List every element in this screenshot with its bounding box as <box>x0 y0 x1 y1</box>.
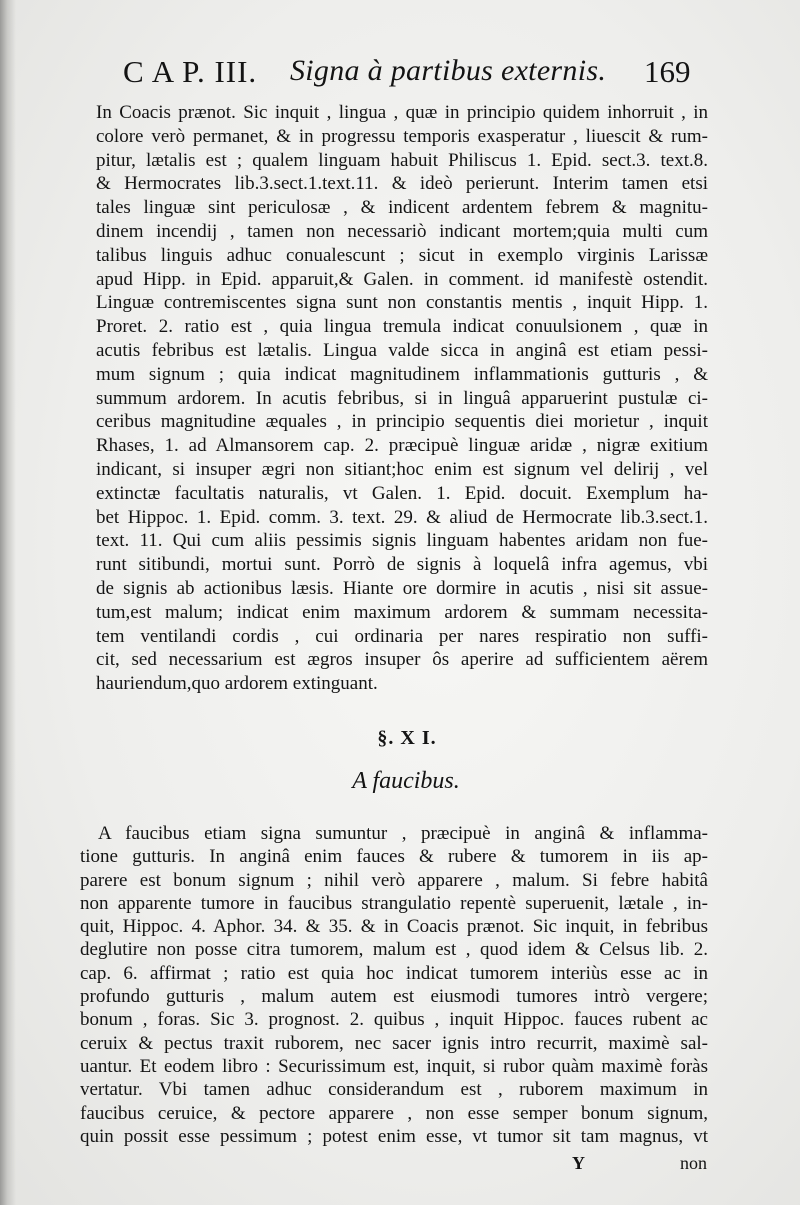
text-line: ceribus magnitudine æquales , in principio sequentis diei morietur , inquit <box>96 411 708 433</box>
text-line: Linguæ contremiscentes signa sunt non constantis mentis , inquit Hipp. 1. <box>96 292 708 314</box>
running-header <box>0 54 800 94</box>
text-line: apud Hipp. in Epid. apparuit,& Galen. in comment. id manifestè ostendit. <box>96 268 708 290</box>
page-spine-shadow <box>0 0 16 1205</box>
text-line: extinctæ facultatis naturalis, vt Galen. 1. Epid. docuit. Exemplum ha- <box>96 482 708 504</box>
text-line: text. 11. Qui cum aliis pessimis signis linguam habentes aridam non fue- <box>96 530 708 552</box>
page-number: 169 <box>644 54 691 89</box>
paragraph-2 <box>80 822 708 1148</box>
text-line: uantur. Et eodem libro : Securissimum est, inquit, si rubor quàm maximè foràs <box>80 1055 708 1077</box>
catchword: non <box>680 1153 707 1173</box>
text-line: Proret. 2. ratio est , quia lingua tremula indicat conuulsionem , quæ in <box>96 316 708 338</box>
text-line: profundo gutturis , malum autem est eiusmodi tumores intrò vergere; <box>80 986 708 1008</box>
text-line: Rhases, 1. ad Almansorem cap. 2. præcipuè linguæ aridæ , nigræ exitium <box>96 435 708 457</box>
text-line: dinem incendij , tamen non necessariò indicant mortem;quia multi cum <box>96 220 708 242</box>
text-line: runt sitibundi, mortui sunt. Porrò de signis à loquelâ infra agemus, vbi <box>96 554 708 576</box>
text-line: mum signum ; quia indicat magnitudinem inflammationis gutturis , & <box>96 363 708 385</box>
text-line: vertatur. Vbi tamen adhuc considerandum est , ruborem maximum in <box>80 1079 708 1101</box>
text-line: tum,est malum; indicat enim maximum ardorem & summam necessita- <box>96 601 708 623</box>
text-line: bonum , foras. Sic 3. prognost. 2. quibus , inquit Hippoc. fauces rubent ac <box>80 1009 708 1031</box>
text-line: deglutire non posse citra tumorem, malum est , quod idem & Celsus lib. 2. <box>80 939 708 961</box>
header-title: Signa à partibus externis. <box>290 54 607 87</box>
text-line: summum ardorem. In acutis febribus, si in linguâ apparuerint pustulæ ci- <box>96 387 708 409</box>
text-line: hauriendum,quo ardorem extinguant. <box>96 673 378 695</box>
text-line: ceruix & pectus traxit ruborem, nec sacer ignis intro recurrit, maximè sal- <box>80 1032 708 1054</box>
text-line: quin possit esse pessimum ; potest enim esse, vt tumor sit tam magnus, vt <box>80 1125 708 1147</box>
text-line: colore verò permanet, & in progressu temporis exasperatur , liuescit & rum- <box>96 125 708 147</box>
text-line: de signis ab actionibus læsis. Hiante ore dormire in acutis , nisi sit assue- <box>96 577 708 599</box>
text-line: bet Hippoc. 1. Epid. comm. 3. text. 29. & aliud de Hermocrate lib.3.sect.1. <box>96 506 708 528</box>
text-line: A faucibus etiam signa sumuntur , præcipuè in anginâ & inflamma- <box>98 823 708 844</box>
chapter-label: C A P. III. <box>123 54 258 89</box>
text-line: faucibus ceruice, & pectore apparere , non esse semper bonum signum, <box>80 1102 708 1124</box>
text-line: & Hermocrates lib.3.sect.1.text.11. & ideò perierunt. Interim tamen etsi <box>96 173 708 195</box>
text-line: In Coacis prænot. Sic inquit , lingua , quæ in principio quidem inhorruit , in <box>96 102 708 123</box>
section-mark: §. X I. <box>377 727 437 749</box>
text-line: tem ventilandi cordis , cui ordinaria per nares respiratio non suffi- <box>96 625 708 647</box>
text-line: cap. 6. affirmat ; ratio est quia hoc indicat tumorem interiùs esse ac in <box>80 962 708 984</box>
signature-mark: Y <box>572 1153 585 1173</box>
text-line: non apparente tumore in faucibus strangulatio repentè superuenit, lætale , in- <box>80 892 708 914</box>
section-title: A faucibus. <box>352 768 460 794</box>
text-line: tales linguæ sint periculosæ , & indicent ardentem febrem & magnitu- <box>96 197 708 219</box>
text-line: indicant, si insuper ægri non sitiant;hoc enim est signum vel delirij , vel <box>96 458 708 480</box>
text-line: acutis febribus est lætalis. Lingua valde sicca in anginâ est etiam pessi- <box>96 339 708 361</box>
text-line: quit, Hippoc. 4. Aphor. 34. & 35. & in Coacis prænot. Sic inquit, in febribus <box>80 916 708 938</box>
text-line: cit, sed necessarium est ægros insuper ôs aperire ad sufficientem aërem <box>96 649 708 671</box>
paragraph-1 <box>96 101 708 696</box>
text-line: tione gutturis. In anginâ enim fauces & rubere & tumorem in iis ap- <box>80 846 708 868</box>
text-line: pitur, lætalis est ; qualem linguam habuit Philiscus 1. Epid. sect.3. text.8. <box>96 149 708 171</box>
text-line: talibus linguis adhuc conualescunt ; sicut in exemplo virginis Larissæ <box>96 244 708 266</box>
text-line: parere est bonum signum ; nihil verò apparere , malum. Si febre habitâ <box>80 869 708 891</box>
